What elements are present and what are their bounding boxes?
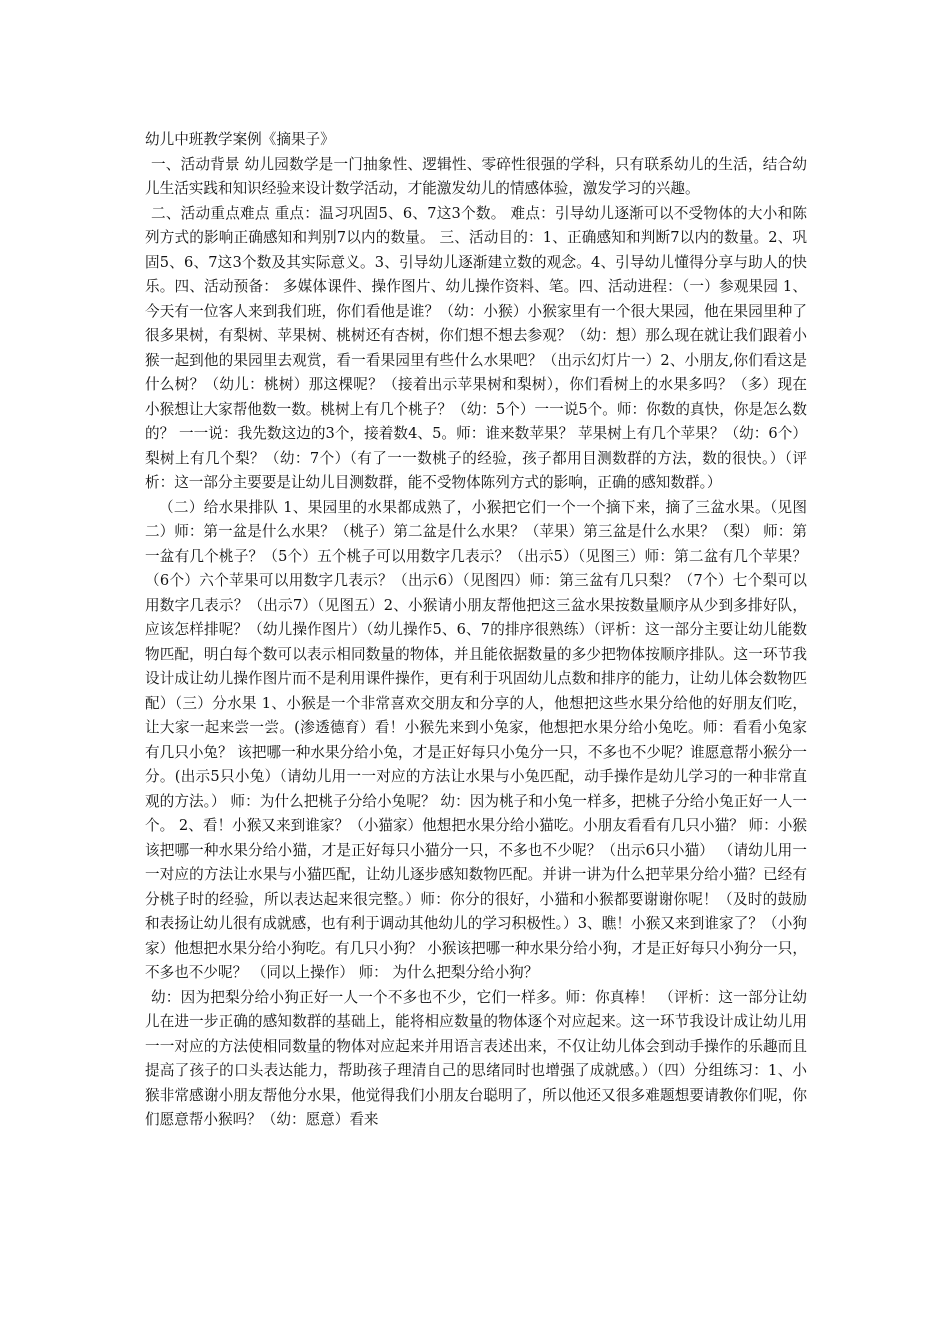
paragraph-group-practice: 幼：因为把梨分给小狗正好一人一个不多也不少，它们一样多。师：你真棒！ （评析：这一部分让幼儿在进一步正确的感知数群的基础上，能将相应数量的物体逐个对应起来。这一环节我设计成让幼儿用一一对应的方法使相同数量的物体对应起来并用语言表述出来，不仅让幼儿体会到动手操作的乐趣而且提高了孩子的口头表达能力，帮助孩子理清自己的思绪同时也增强了成就感。）（四）分组练习：1、小猴非常感谢小朋友帮他分水果，他觉得我们小朋友台聪明了，所以他还又很多难题想要请教你们呢，你们愿意帮小猴吗？（幼：愿意）看来 [145, 988, 807, 1128]
document-body [145, 128, 807, 1133]
paragraph-sorting-and-sharing: （二）给水果排队 1、果园里的水果都成熟了，小猴把它们一个一个摘下来，摘了三盆水果。（见图二）师：第一盆是什么水果？（桃子）第二盆是什么水果？（苹果）第三盆是什么水果？（梨） 师：第一盆有几个桃子？（5个）五个桃子可以用数字几表示？（出示5）（见图三）师：第二盆有几个苹果？（6个）六个苹果可以用数字几表示？（出示6）（见图四）师：第三盆有几只梨？（7个）七个梨可以用数字几表示？（出示7）（见图五）2、小猴请小朋友帮他把这三盆水果按数量顺序从少到多排好队，应该怎样排呢？（幼儿操作图片）（幼儿操作5、6、7的排序很熟练）（评析：这一部分主要让幼儿能数物匹配，明白每个数可以表示相同数量的物体，并且能依据数量的多少把物体按顺序排队。这一环节我设计成让幼儿操作图片而不是利用课件操作，更有利于巩固幼儿点数和排序的能力，让幼儿体会数物匹配）（三）分水果 1、小猴是一个非常喜欢交朋友和分享的人，他想把这些水果分给他的好朋友们吃，让大家一起来尝一尝。(渗透德育）看！小猴先来到小兔家，他想把水果分给小兔吃。师：看看小兔家有几只小兔？ 该把哪一种水果分给小兔，才是正好每只小兔分一只，不多也不少呢？谁愿意帮小猴分一分。(出示5只小兔）（请幼儿用一一对应的方法让水果与小兔匹配，动手操作是幼儿学习的一种非常直观的方法。） 师：为什么把桃子分给小兔呢？ 幼：因为桃子和小兔一样多，把桃子分给小兔正好一人一个。 2、看！小猴又来到谁家？（小猫家）他想把水果分给小猫吃。小朋友看看有几只小猫？ 师：小猴该把哪一种水果分给小猫，才是正好每只小猫分一只，不多也不少呢？（出示6只小猫） （请幼儿用一一对应的方法让水果与小猫匹配，让幼儿逐步感知数物匹配。并讲一讲为什么把苹果分给小猫？已经有分桃子时的经验，所以表达起来很完整。）师：你分的很好，小猫和小猴都要谢谢你呢！（及时的鼓励和表扬让幼儿很有成就感，也有利于调动其他幼儿的学习积极性。）3、瞧！小猴又来到谁家了？（小狗家）他想把水果分给小狗吃。有几只小狗？ 小猴该把哪一种水果分给小狗，才是正好每只小狗分一只， 不多也不少呢？ （同以上操作） 师： 为什么把梨分给小狗？ [145, 498, 807, 981]
document-title: 幼儿中班教学案例《摘果子》 [145, 131, 335, 148]
paragraph-goals-and-process: 二、活动重点难点 重点：温习巩固5、6、7这3个数。 难点：引导幼儿逐渐可以不受物体的大小和陈列方式的影响正确感知和判别7以内的数量。 三、活动目的：1、正确感知和判断7以内的数量。2、巩固5、6、7这3个数及其实际意义。3、引导幼儿逐渐建立数的观念。4、引导幼儿懂得分享与助人的快乐。四、活动预备： 多媒体课件、操作图片、幼儿操作资料、笔。四、活动进程：（一）参观果园 1、今天有一位客人来到我们班，你们看他是谁？（幼：小猴）小猴家里有一个很大果园，他在果园里种了很多果树，有梨树、苹果树、桃树还有杏树，你们想不想去参观？（幼：想）那么现在就让我们跟着小猴一起到他的果园里去观赏，看一看果园里有些什么水果吧？（出示幻灯片一）2、小朋友,你们看这是什么树？（幼儿：桃树）那这棵呢？（接着出示苹果树和梨树），你们看树上的水果多吗？（多）现在小猴想让大家帮他数一数。桃树上有几个桃子？（幼：5个）一一说5个。师：你数的真快，你是怎么数的？ 一一说：我先数这边的3个，接着数4、5。师：谁来数苹果？ 苹果树上有几个苹果？（幼：6个）梨树上有几个梨？（幼：7个）（有了一一数桃子的经验，孩子都用目测数群的方法，数的很快。）（评析：这一部分主要要是让幼儿目测数群，能不受物体陈列方式的影响，正确的感知数群。） [145, 204, 807, 491]
paragraph-background: 一、活动背景 幼儿园数学是一门抽象性、逻辑性、零碎性很强的学科，只有联系幼儿的生活，结合幼儿生活实践和知识经验来设计数学活动，才能激发幼儿的情感体验，激发学习的兴趣。 [145, 155, 807, 197]
